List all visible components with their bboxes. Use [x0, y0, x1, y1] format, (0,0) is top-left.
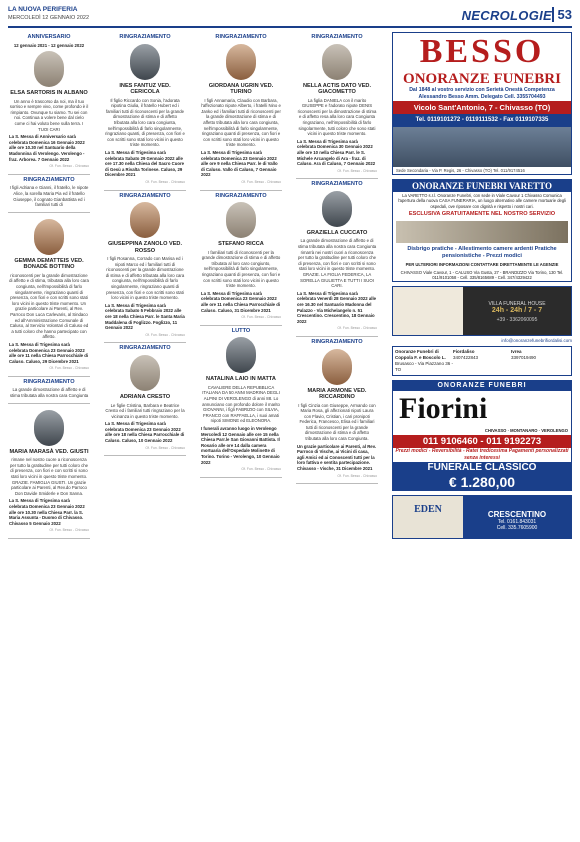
fiorini-classic: FUNERALE CLASSICO: [393, 462, 571, 474]
funeral-home-credit: Of. Fun. Besso - Chivasso: [241, 467, 281, 472]
notice-heading: RINGRAZIAMENTO: [311, 34, 363, 40]
deceased-name: MARIA ARMONE VED. RICCARDINO: [307, 387, 367, 400]
funeral-home-credit: Of. Fun. Besso - Chivasso: [145, 179, 185, 184]
notice-heading: LUTTO: [231, 327, 251, 334]
villa-hours: 24h - 24h / 7 - 7: [491, 307, 543, 315]
villa-ad[interactable]: [392, 286, 572, 336]
portrait-photo: [34, 410, 64, 446]
villa-photo: [393, 287, 463, 335]
notice-text: La grande dimostrazione di affetto e di stima tributata alla nostra cara Congiunta rimarrà nei nostri cuori a riconoscenza per tutto la gratitudine per tutti coloro che di presenza, con fiori e con scritti si sono stati loro vicini in questo triste momento. GRAZIE. LA FIGLIA FEDERICA, LA SORELLA GIULIETTA E TUTTI I SUOI CARI.: [297, 238, 377, 289]
deceased-name: INES FANTUZ VED. CERICOLA: [119, 82, 171, 96]
funeral-home-credit: Of. Fun. Besso - Chivasso: [337, 168, 377, 173]
varetto-ad[interactable]: [392, 179, 572, 282]
notice-text: riconoscenti per la grande dimostrazione di affetto e di stima, tributata alla loro cara congiunta, nell'impossibilità di farlo singolarmente, ringraziano quanti di presenza, con fiori e con scritti sono stati loro vicini in questo triste momento. Un grazie particolare ai Parenti, al Rev. Parroco Don Luca Carlevaris, al Sindaco ed all'Amministrazione Comunale di Caluso, al Servizio Volontari di Caluso ed a tutti coloro che hanno partecipato con affetto.: [9, 272, 89, 340]
obituary-notice: [8, 175, 90, 213]
fiorini-slogan: Prezzi modici - Reversibilità - Ratei tredicesima Pagamenti personalizzati senza interessi: [395, 447, 569, 461]
besso-title: BESSO: [419, 33, 545, 70]
obituary-notice: [8, 404, 90, 539]
notice-text: La grande dimostrazione di affetto e di stima tributata alla nostra cara Congiunta: [9, 387, 89, 399]
fiordaliso-name: Onoranze Funebri di Coppola F. e Boscolo L. Brusasco - Via Piazzano 36 - TO: [395, 349, 453, 373]
publication-date: MERCOLEDÌ 12 GENNAIO 2022: [8, 15, 90, 21]
notice-text: I figli Cinzia con Giuseppe, Armando con Maria Rosa, gli affezionati nipoti Laura con Flavio, Cristian, i cari pronipoti Federica, Francesco, Elisa ed i familiari tutti di riconoscenti per la grande dimostrazione di stima e di affetto tributata alla loro cara Congiunta.: [298, 402, 376, 442]
mass-info: La S. Messa di Trigesima sarà celebrata Sabato 29 Gennaio 2022 alle ore 17.30 nella Chiesa del Sacro Cuore di Gesù a Rivalta Torinese. Caluso, 29 Dicembre 2021: [105, 149, 185, 178]
besso-phones: Tel. 0119101272 - 0119111532 - Fax 0119107335: [393, 114, 571, 127]
eden-info: [463, 496, 571, 538]
obituary-notice: [104, 191, 186, 344]
obituary-notice: [200, 191, 282, 326]
varetto-contact: CHIVASSO Viale Cavour, 1 - CALUSO Via Gusta, 27 - BRANDIZZO Via Torino, 130 Tel. 011/9101058 - Cell. 335/8165689 - Cell. 347/4329422: [400, 269, 564, 281]
besso-address: Vicolo Sant'Antonio, 7 - Chivasso (TO): [393, 101, 571, 114]
section-title: NECROLOGIE: [461, 8, 552, 23]
mass-info: La S. Messa di Trigesima sarà celebrata Venerdì 28 Gennaio 2022 alle ore 16.30 nel Santuario Madonna del Palazzo - Via Michelangelo n. 51 Crescentino. Crescentino, 18 Gennaio 2022: [297, 290, 377, 324]
obituary-notice: [296, 337, 378, 484]
besso-subtitle: ONORANZE FUNEBRI: [403, 71, 561, 87]
obituary-notice: [200, 32, 282, 191]
portrait-photo: [130, 355, 160, 391]
column-3: [200, 32, 282, 478]
page-number: 53: [552, 7, 572, 22]
besso-since: Dal 1848 al vostro servizio con Serietà Onestà Competenza: [409, 87, 555, 93]
page-header: [8, 6, 572, 28]
fiorini-name: Fiorini: [399, 392, 488, 426]
fiordaliso-ad[interactable]: [392, 346, 572, 376]
funeral-home-credit: Of. Fun. Besso - Chivasso: [49, 366, 89, 371]
mass-info: La S. Messa di Trigesima sarà celebrata Domenica 23 Gennaio 2022 alle ore 18 nella Chiesa Parrocchiale di Caluso. Caluso, 10 Gennaio 2022: [105, 421, 185, 444]
varetto-free: ESCLUSIVA GRATUITAMENTE NEL NOSTRO SERVIZIO: [408, 211, 556, 218]
notice-text: La figlia DANIELA con il marito GIUSEPPE e l'adorato nipote DENIS riconoscenti per la dimostrazione di stima e di affetto resa alla loro cara Congiunta ringraziano, nell'impossibilità di farlo singolarmente, tutti coloro che sono stati vicini in questo triste momento.: [297, 97, 377, 137]
obituary-notice: [8, 377, 90, 404]
funeral-home-credit: Of. Fun. Besso - Chivasso: [337, 473, 377, 478]
fiorini-price: € 1.280,00: [393, 474, 571, 490]
notice-heading: RINGRAZIAMENTO: [119, 34, 171, 40]
obituary-notice: [104, 343, 186, 456]
eden-cell: Cell. 335.7605900: [496, 524, 538, 531]
portrait-photo: [130, 202, 160, 238]
mass-info: La S. Messa di Anniversario sarà celebrata Domenica 16 Gennaio 2022 alle ore 10.30 nel Santuario della Madonnina di Verolengo. Verolengo - fraz. Arborea. 7 Gennaio 2022: [9, 134, 85, 162]
fiorini-towns: CHIVASSO · MONTANARO · VEROLENGO: [484, 428, 568, 434]
funeral-home-credit: Of. Fun. Besso - Chivasso: [241, 315, 281, 320]
notice-heading: RINGRAZIAMENTO: [119, 345, 171, 352]
notice-heading: RINGRAZIAMENTO: [23, 176, 75, 183]
obituary-notice: [8, 32, 90, 175]
notice-text: I figli Annamaria, Claudio con Barbara, l'affezionato nipote Alberto, i fratelli Nino e Janko ed i familiari tutti di riconoscenti per la grande dimostrazione di stima e di affetto tributata alla loro cara congiunta, nell'impossibilità di farlo singolarmente, ringraziano quanti di presenza, con fiori e con scritti sono stati loro vicini in questo triste momento.: [201, 97, 281, 148]
varetto-services: Disbrigo pratiche - Allestimento camere ardenti Pratiche pensionistiche - Prezzi modici: [407, 246, 557, 260]
varetto-photo: [396, 221, 568, 243]
notice-heading: RINGRAZIAMENTO: [311, 338, 363, 345]
portrait-photo: [226, 44, 256, 80]
portrait-photo: [226, 337, 256, 373]
deceased-name: STEFANO RICCA: [218, 241, 264, 248]
mass-info: I funerali avranno luogo in Verolengo Mercoledì 12 Gennaio alle ore 15 nella Chiesa Parr.le San Giovanni Battista. Il Rosario alle ore 14 dalla camera mortuaria dell'Ospedale Molinette di Torino. Torino - Verolengo, 10 Gennaio 2022: [201, 425, 280, 465]
fiordaliso-phone: Fiordaliso 3407422843: [453, 349, 479, 361]
portrait-photo: [322, 349, 352, 385]
notice-heading: ANNIVERSARIO: [27, 34, 71, 40]
column-2: [104, 32, 186, 456]
eden-ad[interactable]: [392, 495, 572, 539]
notice-heading: RINGRAZIAMENTO: [215, 192, 267, 199]
besso-ad[interactable]: [392, 32, 572, 175]
varetto-intro: La VARETTO s.r.l. Onoranze Funebri, con sede in Viale Cavour 1 Chivasso Comunica l'apertura della nuova CASA FUNERARIA, un luogo alternativo alle camere mortuarie degli ospedali, ove riposare con dignità e rispetto i nostri cari.: [397, 193, 567, 209]
notice-text: CAVALIERE DELLA REPUBBLICA ITALIANA DA 50 ANNI MADRINA DEGLI ALPINI DI VEROLENGO di anni 88. Lo annunciano con profondo dolore il marito GIOVANNI, i figli FABRIZIO con SILVIA, FRANCO con RAFFAELLA, i suoi amati nipoti SIMONE ed ELEONORA.: [202, 384, 280, 424]
publication-name: LA NUOVA PERIFERIA MERCOLEDÌ 12 GENNAIO 2022: [8, 6, 90, 21]
deceased-name: MARIA MARASÀ VED. GIUSTI: [9, 448, 89, 455]
portrait-photo: [34, 51, 64, 87]
besso-secondary-office: Sede Secondaria - Via P. Regis, 26 - Chivasso (TO) Tel. 011/9174516: [396, 168, 525, 173]
portrait-photo: [322, 44, 352, 80]
notice-heading: RINGRAZIAMENTO: [119, 192, 171, 199]
obituary-notice: [296, 179, 378, 337]
obituary-notice: [8, 213, 90, 377]
funeral-home-credit: Of. Fun. Besso - Chivasso: [145, 445, 185, 450]
mass-info: La S. Messa di Trigesima sarà celebrata Domenica 23 Gennaio 2022 alle ore 10.30 nella Chiesa Parr. la S. Maria Assunta - Duomo di Chivasso. Chivasso 5 Gennaio 2022: [9, 498, 85, 526]
mass-info: La S. Messa di Trigesima sarà celebrata Domenica 30 Gennaio 2022 alle ore 10 nella Chiesa Parr. le S. Michele Arcangelo di Ara - fraz. di Caluso. Ara di Caluso, 7 Gennaio 2022: [297, 138, 376, 167]
portrait-photo: [34, 219, 64, 255]
villa-info: [463, 287, 571, 335]
mass-info: La S. Messa di Trigesima sarà celebrata Domenica 23 Gennaio 2022 alle ore 11 nella Chiesa Parrocchiale di Caluso. Caluso, 29 Dicembre 2021: [9, 341, 89, 364]
deceased-name: NATALINA LAIO IN MATTA: [206, 376, 276, 383]
fiorini-phones: 011 9106460 - 011 9192273: [393, 435, 571, 448]
varetto-title: ONORANZE FUNEBRI VARETTO: [393, 180, 571, 192]
eden-brand: EDEN: [393, 496, 463, 538]
besso-director: Alessandro Besso Amm. Delegato Cell. 3355704493: [418, 94, 546, 100]
notice-dates: 12 gennaio 2021 - 12 gennaio 2022: [13, 42, 85, 48]
deceased-name: NELLA ACTIS DATO VED. GIACOMETTO: [302, 82, 372, 96]
deceased-name: GEMMA DEMATTEIS VED. BONADÈ BOTTINO: [14, 257, 84, 271]
fiorini-header: ONORANZE FUNEBRI: [393, 381, 571, 391]
column-4: [296, 32, 378, 484]
mass-info: Un grazie particolare ai Parenti, al Rev. Parroco di Vische, ai Vicini di casa, agli Amici ed ai Conoscenti tutti per la loro fattiva e sentita partecipazione. Chivasso - Vische, 31 Dicembre 2021: [297, 443, 376, 472]
obituary-notice: [104, 32, 186, 191]
portrait-photo: [130, 44, 160, 80]
fiordaliso-ivrea-phone: Ivrea 3397019490: [511, 349, 537, 361]
notice-text: Le figlie Cristina, Barbara e Beatrice Cresto ed i familiari tutti ringraziano per la vicinanza in questo triste momento.: [105, 402, 185, 419]
notice-text: Il figlio Riccardo con Sonia, l'adorata nipotina Giulia, il fratello Hubert ed i familiari tutti di riconoscenti per la grande dimostrazione di stima e di affetto tributata alla loro cara congiunta, nell'impossibilità di farlo singolarmente, ringraziano quanti, di presenza, con fiori e con scritti sono stati loro vicini in questo triste momento.: [105, 97, 185, 148]
obituary-notice: [296, 32, 378, 179]
varetto-info: PER ULTERIORI INFORMAZIONI CONTATTARE DIRETTAMENTE LE AGENZIE: [405, 262, 559, 268]
portrait-photo: [226, 202, 256, 238]
portrait-photo: [322, 191, 352, 227]
notice-heading: RINGRAZIAMENTO: [23, 378, 75, 385]
notice-text: I familiari tutti di riconoscenti per la grande dimostrazione di stima e di affetto tributata al loro caro congiunto, nell'impossibilità di farlo singolarmente, ringraziano quanti di presenza, con fiori e con scritti sono stati loro vicini in questo triste momento.: [201, 249, 281, 289]
besso-photo: [393, 127, 571, 167]
mass-info: La S. Messa di Trigesima sarà celebrata Domenica 23 Gennaio 2022 alle ore 9 nella Chiesa Parr. le di Vallo di Caluso. Vallo di Caluso, 7 Gennaio 2022: [201, 149, 278, 178]
deceased-name: ELSA SARTORIS IN ALBANO: [10, 90, 88, 97]
funeral-home-credit: Of. Fun. Besso - Chivasso: [49, 528, 89, 533]
notice-text: I figli Adriana e Gianni, il fratello, le nipote Alice, la sorella Maria Pia ed il fratello Giuseppe, il cognato Gianbattista ed i familiari tutti di: [9, 185, 89, 208]
mass-info: La S. Messa di Trigesima sarà celebrata Domenica 23 Gennaio 2022 alle ore 11 nella Chiesa Parrocchiale di Caluso. Caluso, 31 Dicembre 2021: [201, 290, 281, 313]
deceased-name: GRAZIELLA CUCCATO: [306, 229, 368, 236]
fiorini-ad[interactable]: [392, 380, 572, 490]
eden-town: CRESCENTINO: [487, 509, 547, 519]
email-link[interactable]: info@onoranzefunebrifiordalisi.com: [501, 338, 572, 344]
deceased-name: ADRIANA CRESTO: [119, 394, 171, 400]
notice-heading: RINGRAZIAMENTO: [311, 181, 363, 188]
eden-phone: Tel. 0161.843031: [497, 518, 537, 525]
notice-text: Un anno è trascorso da noi, ma il tuo sorriso e sempre vivo, come profondo è il rimpianto. Ovunque tu siamo. Tu sei con noi. Continua a volere bene dal cielo come ci hai voluto bene sulla terra. I TUOI CARI: [9, 98, 89, 132]
deceased-name: GIORDANA UGRIN VED. TURINO: [208, 82, 274, 96]
funeral-home-credit: Of. Fun. Besso - Chivasso: [241, 179, 281, 184]
obituary-notice: [200, 326, 282, 478]
villa-phone: +39 - 3362060095: [496, 317, 538, 324]
villa-title: VILLA FUNERAL HOUSE: [488, 301, 546, 308]
notice-text: rimane nel nostro cuore a riconoscenza per tutto la gratitudine per tutti coloro che di presenza, con fiori e con scritti si sono stati loro vicini in questo triste momento. GRAZIE. FAMIGLIA GIUSTI. Un grazie particolare ai Parenti, al Rev.do Parroco Don Davide Smiderle e Don Sanna.: [9, 457, 89, 496]
funeral-home-credit: Of. Fun. Besso - Chivasso: [337, 326, 377, 331]
notice-text: I figli Rosanna, Corrado con Marisa ed i nipoti Marco ed i familiari tutti di riconoscenti per la grande dimostrazione di stima e di affetto tributata alla loro cara congiunta, nell'impossibilità di farlo singolarmente, ringraziano quanti di presenza, con fiori e con scritti sono stati loro vicini in questo triste momento.: [105, 256, 185, 301]
notice-heading: RINGRAZIAMENTO: [215, 34, 267, 40]
funeral-home-credit: Of. Fun. Besso - Chivasso: [145, 332, 185, 337]
deceased-name: GIUSEPPINA ZANOLO VED. ROSSO: [107, 241, 183, 254]
mass-info: La S. Messa di Trigesima sarà celebrata Sabato 5 Febbraio 2022 alle ore 18 nella Chiesa Parr. le Santa Maria Maddalena di Foglizzo. Foglizzo, 11 Gennaio 2022: [105, 302, 185, 331]
funeral-home-credit: Of. Fun. Besso - Chivasso: [49, 164, 89, 169]
column-1: [8, 32, 90, 539]
ads-column: [392, 32, 572, 543]
